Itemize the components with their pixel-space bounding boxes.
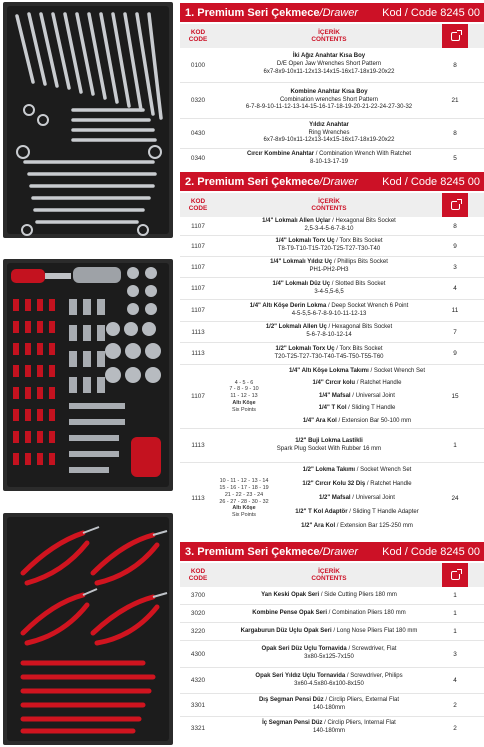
row-code: 0100: [190, 61, 206, 69]
row-code: 1107: [191, 242, 205, 250]
drawer-3-header: [180, 542, 484, 561]
drawer-3-title: 3. Premium Seri Çekmece: [185, 545, 320, 558]
row-name-en: / Torx Bits Socket: [334, 345, 383, 352]
line-name-en: / Sliding T Handle Adapter: [347, 509, 419, 516]
table-row: [180, 119, 484, 149]
row-name: Opak Seri Düz Uçlu Tornavida: [261, 646, 347, 653]
row-qty: 9: [453, 350, 457, 357]
table-row: [180, 343, 484, 365]
row-code: 3020: [190, 610, 206, 617]
line-name-en: / Ratchet Handle: [365, 480, 412, 487]
row-name: 1/2" Buji Lokma Lastikli: [295, 437, 363, 444]
row-qty: 2: [453, 701, 457, 709]
row-name-en: Ring Wrenches: [308, 129, 350, 136]
row-sizes: 5-6-7-8-10-12-14: [306, 332, 352, 338]
row-qty: 11: [451, 307, 459, 314]
line-name: 1/4" Cırcır kolu: [312, 380, 356, 387]
socket-set-group: [180, 365, 484, 429]
row-name-en: / Circlip Pliers, Internal Flat: [322, 720, 396, 727]
group-line: [272, 477, 442, 491]
group-sizes: [216, 365, 272, 428]
table-row: [180, 236, 484, 257]
drawer-2-section: [180, 172, 484, 534]
col-code: CODE: [188, 575, 208, 582]
drawer-1-section: [180, 3, 484, 168]
line-name-en: / Extension Bar 50-100 mm: [336, 418, 412, 425]
row-sizes: 3x80-5x125-7x150: [304, 654, 354, 660]
group-line: [272, 378, 442, 391]
row-code: 3301: [190, 701, 206, 709]
line-name: 1/2" Mafsal: [319, 494, 351, 501]
drawer-1-header: [180, 3, 484, 22]
row-sizes: 8-10-13-17-19: [309, 158, 349, 165]
line-name: 1/4" T Kol: [318, 405, 347, 412]
row-name-en: Combination wrenches Short Pattern: [279, 96, 379, 103]
row-name-en: / Hexagonal Bits Socket: [326, 324, 393, 331]
row-sizes: 6-7-8-9-10-11-12-13-14-15-16-17-18-19-20-21-22-24-27-30-32: [245, 104, 413, 111]
size-line: 21 - 22 - 23 - 24: [224, 491, 264, 498]
row-code: 0320: [190, 97, 206, 104]
box-icon: [451, 571, 460, 580]
row-sizes: 4-5-5,5-6-7-8-9-10-11-12-13: [291, 310, 367, 317]
line-name: 1/2" Ara Kol: [301, 523, 336, 530]
row-name: Dış Segman Pensi Düz: [258, 697, 324, 704]
table-row: [180, 300, 484, 322]
line-name: 1/4" Altı Köşe Lokma Takımı: [288, 367, 369, 374]
row-qty: 7: [453, 328, 457, 336]
table-row: [180, 623, 484, 641]
row-qty: 1: [453, 628, 457, 635]
group-qty: 24: [451, 495, 459, 502]
row-name-en: / Slotted Bits Socket: [330, 280, 386, 287]
row-qty: 4: [453, 285, 457, 292]
row-name-en: / Screwdriver, Flat: [346, 646, 397, 653]
group-line: [272, 415, 442, 428]
drawer-3-code: Kod / Code 8245 00: [382, 545, 480, 558]
row-code: 3700: [190, 592, 206, 599]
col-kod: KOD: [190, 28, 206, 36]
row-name: 1/4" Lokmalı Düz Uç: [272, 280, 331, 287]
table-row: [180, 48, 484, 83]
row-qty: 4: [453, 677, 457, 684]
drawer-1-title: 1. Premium Seri Çekmece: [185, 6, 320, 19]
table-row: [180, 717, 484, 739]
box-icon: [451, 201, 460, 210]
size-line: 26 - 27 - 28 - 30 - 32: [219, 498, 269, 505]
row-qty: 3: [453, 263, 457, 271]
col-icerik: İÇERİK: [318, 28, 340, 36]
line-name: 1/2" Lokma Takımı: [302, 466, 356, 473]
group-code: 1107: [191, 393, 205, 400]
drawer-1-code: Kod / Code 8245 00: [382, 6, 480, 19]
drawer-2-photo: [3, 259, 173, 491]
socket-set-group: [180, 463, 484, 534]
row-qty: 9: [453, 242, 457, 250]
table-row: [180, 217, 484, 236]
row-qty: 2: [453, 724, 457, 732]
row-name-en: Spark Plug Socket With Rubber 16 mm: [276, 445, 382, 452]
row-code: 1113: [191, 350, 205, 357]
line-name: 1/2" T Kol Adaptör: [295, 509, 348, 516]
row-code: 1107: [191, 307, 205, 314]
line-name-en: / Ratchet Handle: [355, 380, 402, 387]
row-sizes: 140-180mm: [312, 728, 345, 734]
row-name-en: / Long Nose Pliers Flat 180 mm: [331, 627, 418, 634]
line-name-en: / Sliding T Handle: [346, 405, 396, 412]
row-code: 4300: [190, 650, 206, 658]
group-line: [272, 390, 442, 403]
table-row: [180, 668, 484, 694]
table-row: [180, 149, 484, 168]
drawer-2-code: Kod / Code 8245 00: [382, 175, 480, 188]
drawer-1-photo: [3, 2, 173, 238]
row-code: 1113: [191, 442, 205, 449]
row-name-en: / Torx Bits Socket: [334, 238, 383, 245]
row-code: 1107: [191, 222, 205, 230]
line-name: 1/2" Cırcır Kolu 32 Diş: [302, 480, 366, 487]
row-qty: 1: [453, 442, 457, 449]
drawer-3-title-en: /Drawer: [319, 545, 359, 558]
row-name: Kombine Anahtar Kısa Boy: [290, 88, 368, 95]
col-icerik: İÇERİK: [318, 567, 340, 575]
line-name-en: / Universal Joint: [350, 494, 395, 501]
row-sizes: T8-T9-T10-T15-T20-T25-T27-T30-T40: [277, 246, 381, 252]
row-name: Yıldız Anahtar: [309, 121, 349, 128]
row-name-en: / Side Cutting Pliers 180 mm: [319, 591, 397, 598]
table-row: [180, 641, 484, 668]
table-row: [180, 587, 484, 605]
group-qty: 15: [451, 393, 459, 400]
group-line: [272, 463, 442, 477]
row-sizes: 2,5-3-4-5-6-7-8-10: [304, 226, 354, 232]
row-name: İki Ağız Anahtar Kısa Boy: [292, 53, 366, 60]
row-sizes: T20-T25-T27-T30-T40-T45-T50-T55-T60: [274, 353, 384, 360]
col-code: CODE: [188, 205, 208, 212]
row-code: 4320: [190, 677, 206, 684]
drawer-2-column-header: [180, 193, 484, 217]
row-qty: 1: [453, 592, 457, 599]
row-code: 0430: [190, 130, 206, 137]
row-name-en: D/E Open Jaw Wrenches Short Pattern: [276, 61, 382, 68]
table-row: [180, 257, 484, 278]
row-code: 1113: [191, 328, 205, 336]
row-name: 1/4" Lokmalı Torx Uç: [275, 238, 335, 245]
group-sizes: [216, 463, 272, 534]
row-qty: 8: [453, 61, 457, 69]
table-row: [180, 429, 484, 463]
size-line: 7 - 8 - 9 - 10: [229, 386, 259, 393]
drawer-3-section: [180, 542, 484, 739]
row-name: 1/2" Lokmalı Torx Uç: [275, 345, 335, 352]
row-name: Yan Keski Opak Seri: [261, 591, 320, 598]
group-line: [272, 403, 442, 416]
drawer-2-header: [180, 172, 484, 191]
size-line: 15 - 16 - 17 - 18 - 19: [219, 485, 269, 491]
drawer-3-photo: [3, 513, 173, 745]
size-line: 11 - 12 - 13: [230, 393, 258, 400]
row-name-en: / Screwdriver, Philips: [345, 672, 403, 679]
row-qty: 1: [453, 610, 457, 617]
table-row: [180, 278, 484, 300]
table-row: [180, 83, 484, 119]
size-line: 4 - 5 - 6: [234, 379, 254, 386]
row-name: 1/4" Altı Köşe Derin Lokma: [249, 302, 327, 309]
size-label-en: Six Points: [232, 512, 256, 518]
col-kod: KOD: [190, 197, 206, 205]
line-name-en: / Extension Bar 125-250 mm: [335, 523, 413, 530]
group-line: [272, 365, 442, 378]
line-name-en: / Socket Wrench Set: [355, 466, 412, 473]
row-qty: 8: [453, 130, 457, 137]
row-sizes: 6x7-8x9-10x11-12x13-14x15-16x17-18x19-20x22: [263, 137, 395, 144]
col-contents: CONTENTS: [311, 36, 347, 43]
col-contents: CONTENTS: [311, 205, 347, 212]
line-name: 1/4" Ara Kol: [302, 418, 337, 425]
size-label: Altı Köşe: [232, 505, 256, 512]
group-line: [272, 506, 442, 520]
row-code: 3220: [190, 628, 206, 635]
row-sizes: 3x60-4.5x80-6x100-8x150: [294, 680, 364, 687]
row-qty: 21: [451, 97, 459, 104]
line-name-en: / Universal Joint: [350, 392, 395, 399]
col-code: CODE: [188, 36, 208, 43]
line-name-en: / Socket Wrench Set: [368, 367, 426, 374]
table-row: [180, 322, 484, 343]
table-row: [180, 605, 484, 623]
col-icerik: İÇERİK: [318, 197, 340, 205]
row-code: 1107: [191, 263, 205, 271]
group-line: [272, 491, 442, 505]
group-line: [272, 520, 442, 534]
drawer-2-title-en: /Drawer: [319, 175, 359, 188]
row-qty: 5: [453, 155, 457, 162]
size-label: Altı Köşe: [232, 399, 256, 406]
drawer-1-title-en: /Drawer: [319, 6, 359, 19]
row-name-en: / Circlip Pliers, External Flat: [323, 697, 400, 704]
row-name: 1/4" Lokmalı Allen Uçlar: [262, 218, 331, 225]
drawer-1-column-header: [180, 24, 484, 48]
row-name-en: / Combination Pliers 180 mm: [327, 609, 406, 616]
row-name: Kargaburun Düz Uçlu Opak Seri: [240, 627, 332, 634]
row-name-en: / Phillips Bits Socket: [332, 259, 388, 266]
row-code: 3321: [190, 724, 206, 732]
row-name-en: / Hexagonal Bits Socket: [330, 218, 396, 225]
row-sizes: 140-180mm: [312, 705, 345, 711]
line-name: 1/4" Mafsal: [319, 392, 351, 399]
row-code: 1107: [191, 285, 205, 292]
group-code: 1113: [191, 495, 205, 502]
row-name: Opak Seri Yıldız Uçlu Tornavida: [255, 672, 346, 679]
row-qty: 8: [453, 222, 457, 230]
row-qty: 3: [453, 650, 457, 658]
row-name: Cırcır Kombine Anahtar: [246, 150, 315, 157]
size-line: 10 - 11 - 12 - 13 - 14: [219, 478, 269, 485]
row-sizes: PH1-PH2-PH3: [309, 267, 349, 273]
row-sizes: 6x7-8x9-10x11-12x13-14x15-16x17-18x19-20x22: [263, 68, 395, 75]
drawer-2-title: 2. Premium Seri Çekmece: [185, 175, 320, 188]
row-code: 0340: [190, 155, 206, 162]
table-row: [180, 694, 484, 717]
row-sizes: 3-4-5,5-6,5: [314, 288, 344, 295]
row-name-en: / Combination Wrench With Ratchet: [314, 150, 412, 157]
box-icon: [451, 32, 460, 41]
row-name: 1/4" Lokmalı Yıldız Uç: [270, 259, 333, 266]
row-name: İç Segman Pensi Düz: [262, 720, 323, 727]
row-name: Kombine Pense Opak Seri: [252, 609, 327, 616]
drawer-3-column-header: [180, 563, 484, 587]
size-label-en: Six Points: [232, 406, 256, 413]
row-name: 1/2" Lokmalı Allen Uç: [265, 324, 327, 331]
col-kod: KOD: [190, 567, 206, 575]
col-contents: CONTENTS: [311, 575, 347, 582]
row-name-en: / Deep Socket Wrench 6 Point: [326, 302, 409, 309]
